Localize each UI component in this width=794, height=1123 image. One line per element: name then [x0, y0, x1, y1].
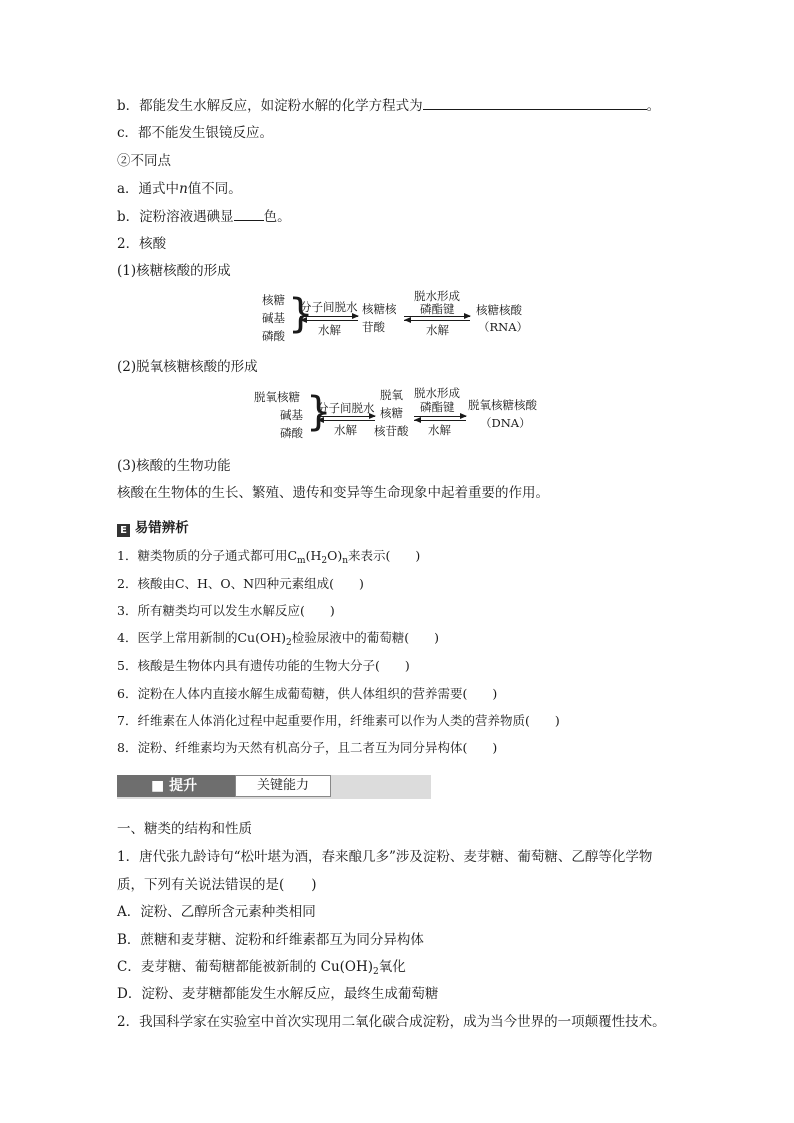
statement-c-silver: c．都不能发生银镜反应。 [117, 125, 274, 141]
rna-product-abbr: （RNA） [478, 320, 529, 334]
rna-reactant-phosphate: 磷酸 [262, 329, 285, 343]
subscript-m: m [297, 556, 306, 566]
question-1-line-2: 质，下列有关说法错误的是( ) [117, 877, 317, 893]
dna-arrow2-head-left-icon [414, 417, 421, 423]
option-c-text: C．麦芽糖、葡萄糖都能被新制的 Cu(OH) [117, 959, 374, 975]
rna-arrow1-back [300, 320, 358, 321]
rna-product: 核糖核酸 [476, 303, 522, 317]
statement-b-iodine-end: 色。 [263, 209, 291, 225]
error-item-2: 2．核酸由C、H、O、N四种元素组成( ) [117, 576, 364, 591]
error-item-1-end: 来表示( ) [348, 548, 421, 563]
rna-arrow2-head-left-icon [404, 317, 411, 323]
subscript-2: 2 [285, 638, 292, 648]
statement-b-text: b．都能发生水解反应，如淀粉水解的化学方程式为 [117, 98, 423, 114]
error-item-6: 6．淀粉在人体内直接水解生成葡萄糖，供人体组织的营养需要( ) [117, 686, 498, 701]
rna-reactant-base: 碱基 [262, 311, 285, 325]
dna-reactant-deoxyribose: 脱氧核糖 [254, 390, 300, 404]
error-section-title: 易错辨析 [134, 520, 189, 536]
key-ability-banner [117, 775, 431, 799]
error-item-3: 3．所有糖类均可以发生水解反应( ) [117, 603, 335, 618]
dna-step1-bottom: 水解 [334, 423, 357, 437]
rna-mid-2: 苷酸 [362, 320, 385, 334]
dna-reactant-base: 碱基 [280, 408, 303, 422]
formula-h: (H [305, 548, 322, 563]
option-a[interactable]: A．淀粉、乙醇所含元素种类相同 [117, 904, 316, 920]
dna-mid-2: 核糖 [380, 406, 403, 420]
error-section-header [117, 519, 189, 537]
dna-reactant-phosphate: 磷酸 [280, 426, 303, 440]
rna-arrow2-back [404, 320, 470, 321]
statement-b-iodine-text: b．淀粉溶液遇碘显 [117, 209, 234, 225]
rna-arrow1-head-right-icon [352, 313, 359, 319]
statement-a-text: a．通式中 [117, 181, 180, 197]
error-item-4 [117, 629, 439, 652]
rna-arrow2-head-right-icon [464, 313, 471, 319]
dna-mid-3: 核苷酸 [374, 424, 409, 438]
question-2: 2．我国科学家在实验室中首次实现用二氧化碳合成淀粉，成为当今世界的一项颠覆性技术。 [117, 1014, 666, 1030]
dna-formation-title: (2)脱氧核糖核酸的形成 [117, 359, 258, 375]
rna-step1-top: 分子间脱水 [300, 300, 358, 314]
question-1-line-1: 1．唐代张九龄诗句“松叶堪为酒，春来酿几多”涉及淀粉、麦芽糖、葡萄糖、乙醇等化学物 [117, 849, 653, 865]
differences-title: ②不同点 [117, 153, 171, 169]
dna-arrow1-head-right-icon [369, 413, 376, 419]
rna-arrow1-forward [300, 316, 358, 317]
dna-step2-top-1: 脱水形成 [414, 386, 460, 400]
banner-improve-text: ■ 提升 [151, 778, 198, 794]
biological-function-title: (3)核酸的生物功能 [117, 458, 231, 474]
dna-product: 脱氧核糖核酸 [468, 398, 537, 412]
answer-blank-equation[interactable] [423, 96, 647, 110]
rna-step2-top-1: 脱水形成 [414, 289, 460, 303]
dna-step1-top: 分子间脱水 [317, 401, 375, 415]
rna-step2-bottom: 水解 [426, 323, 449, 337]
rna-brace-icon: } [288, 291, 314, 337]
dna-step2-bottom: 水解 [428, 423, 451, 437]
dna-arrow1-forward [317, 416, 375, 417]
option-d[interactable]: D．淀粉、麦芽糖都能发生水解反应，最终生成葡萄糖 [117, 986, 439, 1002]
statement-a-n [117, 180, 242, 198]
dna-arrow1-back [317, 420, 375, 421]
banner-improve-label [117, 775, 235, 797]
statement-b-iodine [117, 207, 291, 226]
option-c[interactable] [117, 958, 406, 981]
subscript-n: n [342, 556, 349, 566]
rna-arrow1-head-left-icon [300, 317, 307, 323]
statement-a-rest: 值不同。 [187, 181, 242, 197]
rna-arrow2-forward [404, 316, 470, 317]
period: 。 [646, 98, 661, 114]
option-b[interactable]: B．蔗糖和麦芽糖、淀粉和纤维素都互为同分异构体 [117, 932, 424, 948]
statement-b-hydrolysis [117, 96, 660, 115]
biological-function-text: 核酸在生物体的生长、繁殖、遗传和变异等生命现象中起着重要的作用。 [117, 485, 549, 501]
section-one-title: 一、糖类的结构和性质 [117, 821, 252, 837]
subscript-2: 2 [373, 967, 379, 977]
rna-mid-1: 核糖核 [362, 302, 397, 316]
rna-formation-title: (1)核糖核酸的形成 [117, 263, 231, 279]
dna-brace-icon: } [306, 389, 332, 435]
formula-o: O) [327, 548, 343, 563]
error-item-4-text: 4．医学上常用新制的Cu(OH) [117, 630, 286, 645]
dna-arrow1-head-left-icon [317, 417, 324, 423]
nucleic-acid-title: 2．核酸 [117, 236, 167, 252]
dna-step2-top-2: 磷酯键 [420, 400, 455, 414]
error-item-5: 5．核酸是生物体内具有遗传功能的生物大分子( ) [117, 658, 410, 673]
subscript-2: 2 [321, 556, 328, 566]
rna-step1-bottom: 水解 [318, 323, 341, 337]
dna-arrow2-forward [414, 416, 466, 417]
option-c-end: 氧化 [378, 959, 406, 975]
dna-mid-1: 脱氧 [380, 388, 403, 402]
rna-step2-top-2: 磷酯键 [420, 302, 455, 316]
error-section-icon: E [117, 524, 130, 537]
dna-product-abbr: （DNA） [480, 416, 531, 430]
answer-blank-color[interactable] [234, 207, 264, 221]
error-item-1 [117, 547, 420, 570]
rna-reactant-ribose: 核糖 [262, 293, 285, 307]
banner-key-ability-label: 关键能力 [235, 775, 331, 797]
error-item-7: 7．纤维素在人体消化过程中起重要作用，纤维素可以作为人类的营养物质( ) [117, 713, 560, 728]
dna-arrow2-head-right-icon [460, 413, 467, 419]
error-item-8: 8．淀粉、纤维素均为天然有机高分子，且二者互为同分异构体( ) [117, 740, 498, 755]
variable-n: n [179, 181, 188, 197]
error-item-4-end: 检验尿液中的葡萄糖( ) [291, 630, 439, 645]
dna-arrow2-back [414, 420, 466, 421]
error-item-1-text: 1．糖类物质的分子通式都可用C [117, 548, 298, 563]
